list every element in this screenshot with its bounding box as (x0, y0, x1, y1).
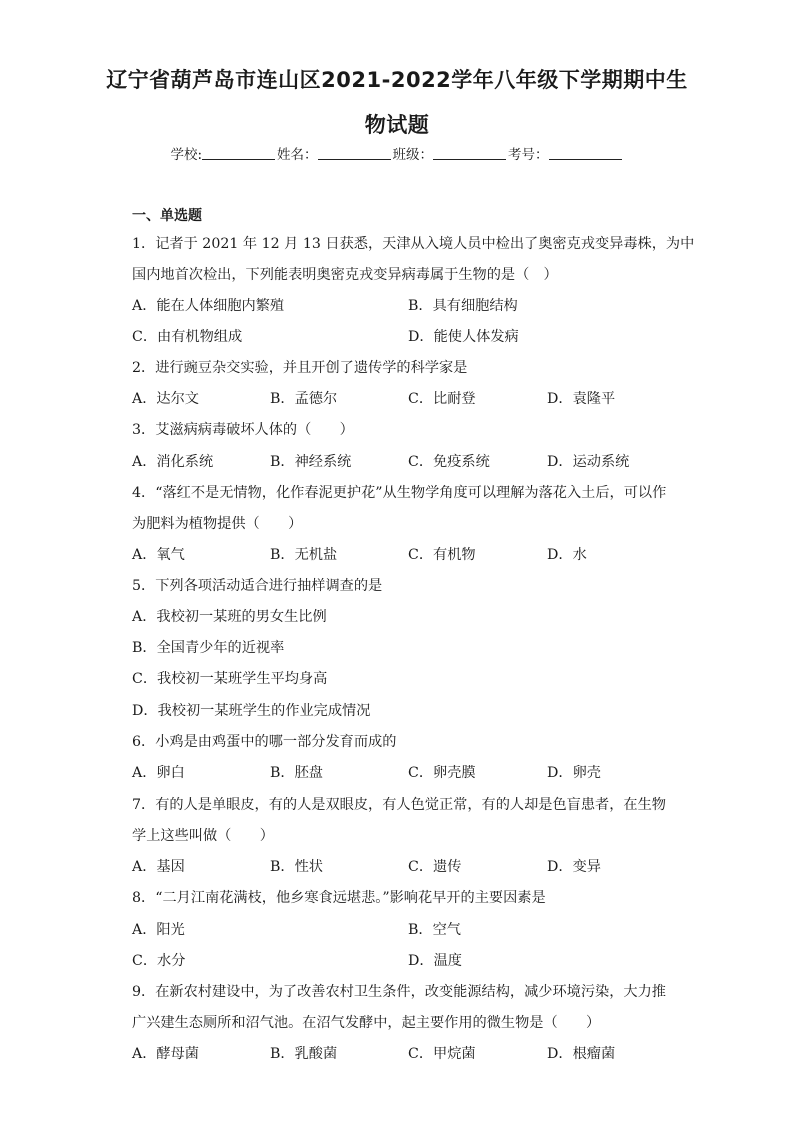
option-c: C．由有机物组成 (132, 329, 243, 345)
option-b: B．乳酸菌 (270, 1046, 338, 1062)
exam-no-blank[interactable] (549, 146, 622, 160)
question-text: 5．下列各项活动适合进行抽样调查的是 (132, 578, 383, 594)
question-text: 2．进行豌豆杂交实验，并且开创了遗传学的科学家是 (132, 360, 468, 376)
class-label: 班级： (392, 147, 434, 163)
option-b: B．具有细胞结构 (408, 298, 518, 314)
option-a: A．氧气 (132, 547, 185, 563)
option-a: A．能在人体细胞内繁殖 (132, 298, 285, 314)
question-text: 9．在新农村建设中，为了改善农村卫生条件，改变能源结构，减少环境污染，大力推 (132, 984, 666, 1000)
name-label: 姓名： (277, 147, 318, 163)
option-c: C．我校初一某班学生平均身高 (132, 671, 328, 687)
option-d: D．我校初一某班学生的作业完成情况 (132, 703, 371, 719)
option-c: C．比耐登 (408, 391, 476, 407)
option-c: C．遗传 (408, 859, 462, 875)
option-d: D．卵壳 (547, 765, 601, 781)
option-d: D．水 (547, 547, 587, 563)
page-title: 辽宁省葫芦岛市连山区2021-2022学年八年级下学期期中生 (106, 68, 688, 92)
option-c: C．有机物 (408, 547, 476, 563)
name-blank[interactable] (318, 146, 391, 160)
option-b: B．性状 (270, 859, 323, 875)
option-b: B．无机盐 (270, 547, 338, 563)
option-a: A．我校初一某班的男女生比例 (132, 609, 327, 625)
question-text: 7．有的人是单眼皮，有的人是双眼皮，有人色觉正常，有的人却是色盲患者，在生物 (132, 797, 666, 813)
option-b: B．空气 (408, 922, 461, 938)
option-c: C．水分 (132, 953, 186, 969)
option-b: B．神经系统 (270, 454, 352, 470)
question-text: 学上这些叫做（ ） (132, 828, 274, 844)
option-d: D．温度 (408, 953, 462, 969)
question-text: 3．艾滋病病毒破坏人体的（ ） (132, 422, 354, 438)
class-blank[interactable] (433, 146, 506, 160)
option-c: C．卵壳膜 (408, 765, 476, 781)
student-info-row (0, 143, 794, 163)
option-d: D．袁隆平 (547, 391, 616, 407)
option-b: B．胚盘 (270, 765, 323, 781)
question-text: 6．小鸡是由鸡蛋中的哪一部分发育而成的 (132, 734, 397, 750)
option-a: A．基因 (132, 859, 185, 875)
option-b: B．全国青少年的近视率 (132, 640, 285, 656)
exam-no-label: 考号： (508, 147, 549, 163)
option-d: D．能使人体发病 (408, 329, 519, 345)
option-d: D．根瘤菌 (547, 1046, 616, 1062)
option-c: C．甲烷菌 (408, 1046, 476, 1062)
question-text: 国内地首次检出，下列能表明奥密克戎变异病毒属于生物的是（ ） (132, 267, 558, 283)
section-title: 一、单选题 (132, 208, 202, 224)
option-a: A．达尔文 (132, 391, 199, 407)
page-title-continued: 物试题 (364, 113, 430, 137)
question-text: 广兴建生态厕所和沼气池。在沼气发酵中，起主要作用的微生物是（ ） (132, 1015, 601, 1031)
question-text: 为肥料为植物提供（ ） (132, 516, 303, 532)
school-label: 学校: (170, 147, 203, 163)
option-c: C．免疫系统 (408, 454, 490, 470)
question-text: 1．记者于 2021 年 12 月 13 日获悉，天津从入境人员中检出了奥密克戎变异毒株，为中 (132, 236, 695, 252)
option-a: A．酵母菌 (132, 1046, 199, 1062)
option-b: B．孟德尔 (270, 391, 338, 407)
option-d: D．变异 (547, 859, 601, 875)
question-text: 8．“二月江南花满枝，他乡寒食远堪悲。”影响花早开的主要因素是 (132, 890, 546, 906)
option-a: A．阳光 (132, 922, 185, 938)
option-d: D．运动系统 (547, 454, 630, 470)
option-a: A．卵白 (132, 765, 185, 781)
option-a: A．消化系统 (132, 454, 214, 470)
question-text: 4．“落红不是无情物，化作春泥更护花”从生物学角度可以理解为落花入土后，可以作 (132, 485, 667, 501)
school-blank[interactable] (202, 146, 275, 160)
